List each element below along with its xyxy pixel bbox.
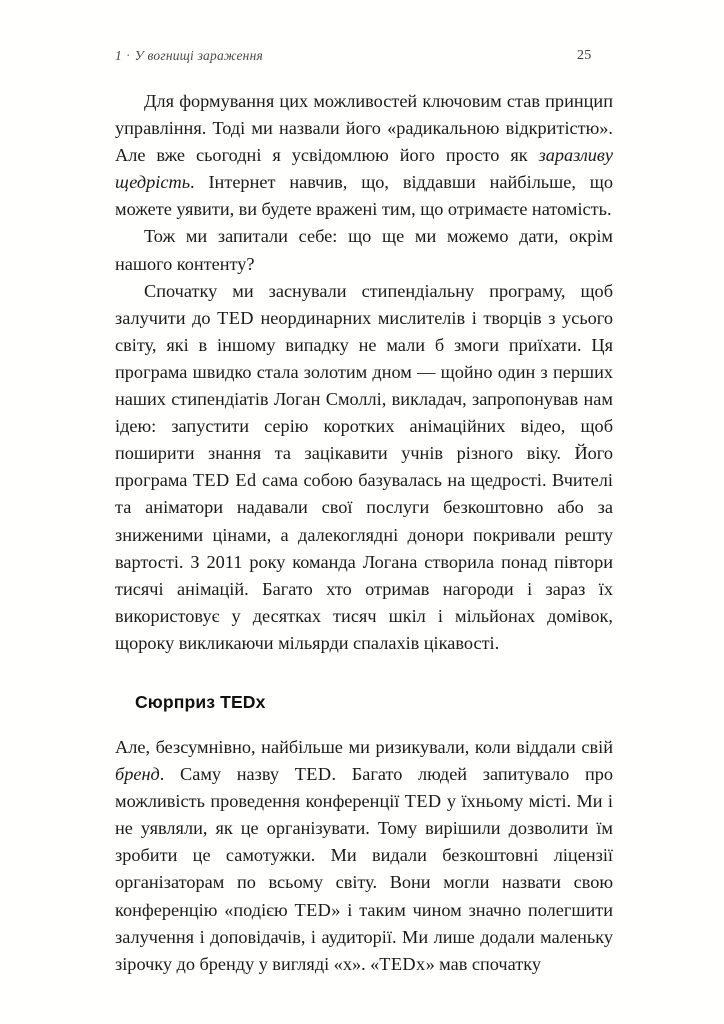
subheading-space-above (115, 657, 613, 690)
text-run: . Багато людей запитувало про можливість проведення конференції (115, 764, 614, 812)
paragraph-flow (115, 88, 613, 978)
text-run: » мав спочатку (425, 953, 541, 974)
brand-text: TED (294, 899, 332, 920)
text-run: Для формування цих можливостей ключовим став принцип управління. Тоді ми назвали його «радикальною відкритістю». Але вже сьогодні я усвідомлюю його просто як (115, 91, 613, 166)
text-run: » і таким чином значно полегшити залучення і доповідачів, і аудиторії. Ми лише додали маленьку зірочку до бренду у вигляді «х». « (115, 899, 613, 974)
subheading-space-below (115, 714, 613, 734)
body-paragraph (115, 223, 613, 277)
body-paragraph (115, 734, 613, 978)
text-run: . Інтернет навчив, що, віддавши найбільше, що можете уявити, ви будете вражені тим, що отримаєте натомість. (115, 172, 613, 220)
text-run: . Саму назву (159, 764, 295, 785)
text-run: неординарних мислителів і творців з усього світу, які в іншому випадку не мали б змоги приїхати. Ця програма швидко стала золотим дном — щойно один з перших наших стипендіатів Логан Смоллі, викладач, запропонував нам ідею: запустити серію коротких анімаційних відео, щоб поширити знання та зацікавити учнів різного віку. Його програма (115, 307, 613, 491)
running-head-separator: · (125, 48, 131, 63)
text-block (115, 88, 613, 978)
emphasis-text: заразливу щедрість (115, 145, 613, 193)
emphasis-text: бренд (115, 764, 160, 785)
section-subheading: Сюрприз TEDx (135, 691, 266, 712)
running-head-chapter-number: 1 (115, 48, 122, 63)
text-run: Тож ми запитали себе: що ще ми можемо дати, окрім нашого контенту? (115, 226, 613, 274)
body-paragraph (115, 88, 613, 223)
running-head-chapter-title: У вогнищі зараження (134, 48, 263, 63)
brand-text: TED Ed (192, 470, 257, 491)
page-number: 25 (577, 48, 592, 63)
brand-text: TED (404, 791, 442, 812)
text-run: Спочатку ми заснували стипендіальну програму, щоб залучити до (115, 280, 613, 328)
text-run: сама собою базувалась на щедрості. Вчителі та аніматори надавали свої послуги безкоштовно або за зниженими цінами, а далекоглядні донори покривали решту вартості. З 2011 року команда Логана створила понад півтори тисячі анімацій. Багато хто отримав нагороди і зараз їх використовує у десятках тисяч шкіл і мільйонах домівок, щороку викликаючи мільярди спалахів цікавості. (115, 470, 613, 653)
text-run: у їхньому місті. Ми і не уявляли, як це організувати. Тому вирішили дозволити їм зробити це самотужки. Ми видали безкоштовні ліцензії організаторам по всьому світу. Вони могли назвати свою конференцію «подією (115, 791, 613, 920)
running-head-chapter (115, 48, 263, 64)
text-run: Але, безсумнівно, найбільше ми ризикували, коли віддали свій (115, 736, 613, 757)
running-head (115, 48, 615, 64)
brand-text: TED (294, 764, 332, 785)
brand-text: TEDx (379, 953, 426, 974)
brand-text: TED (217, 307, 254, 328)
body-paragraph (115, 278, 613, 657)
